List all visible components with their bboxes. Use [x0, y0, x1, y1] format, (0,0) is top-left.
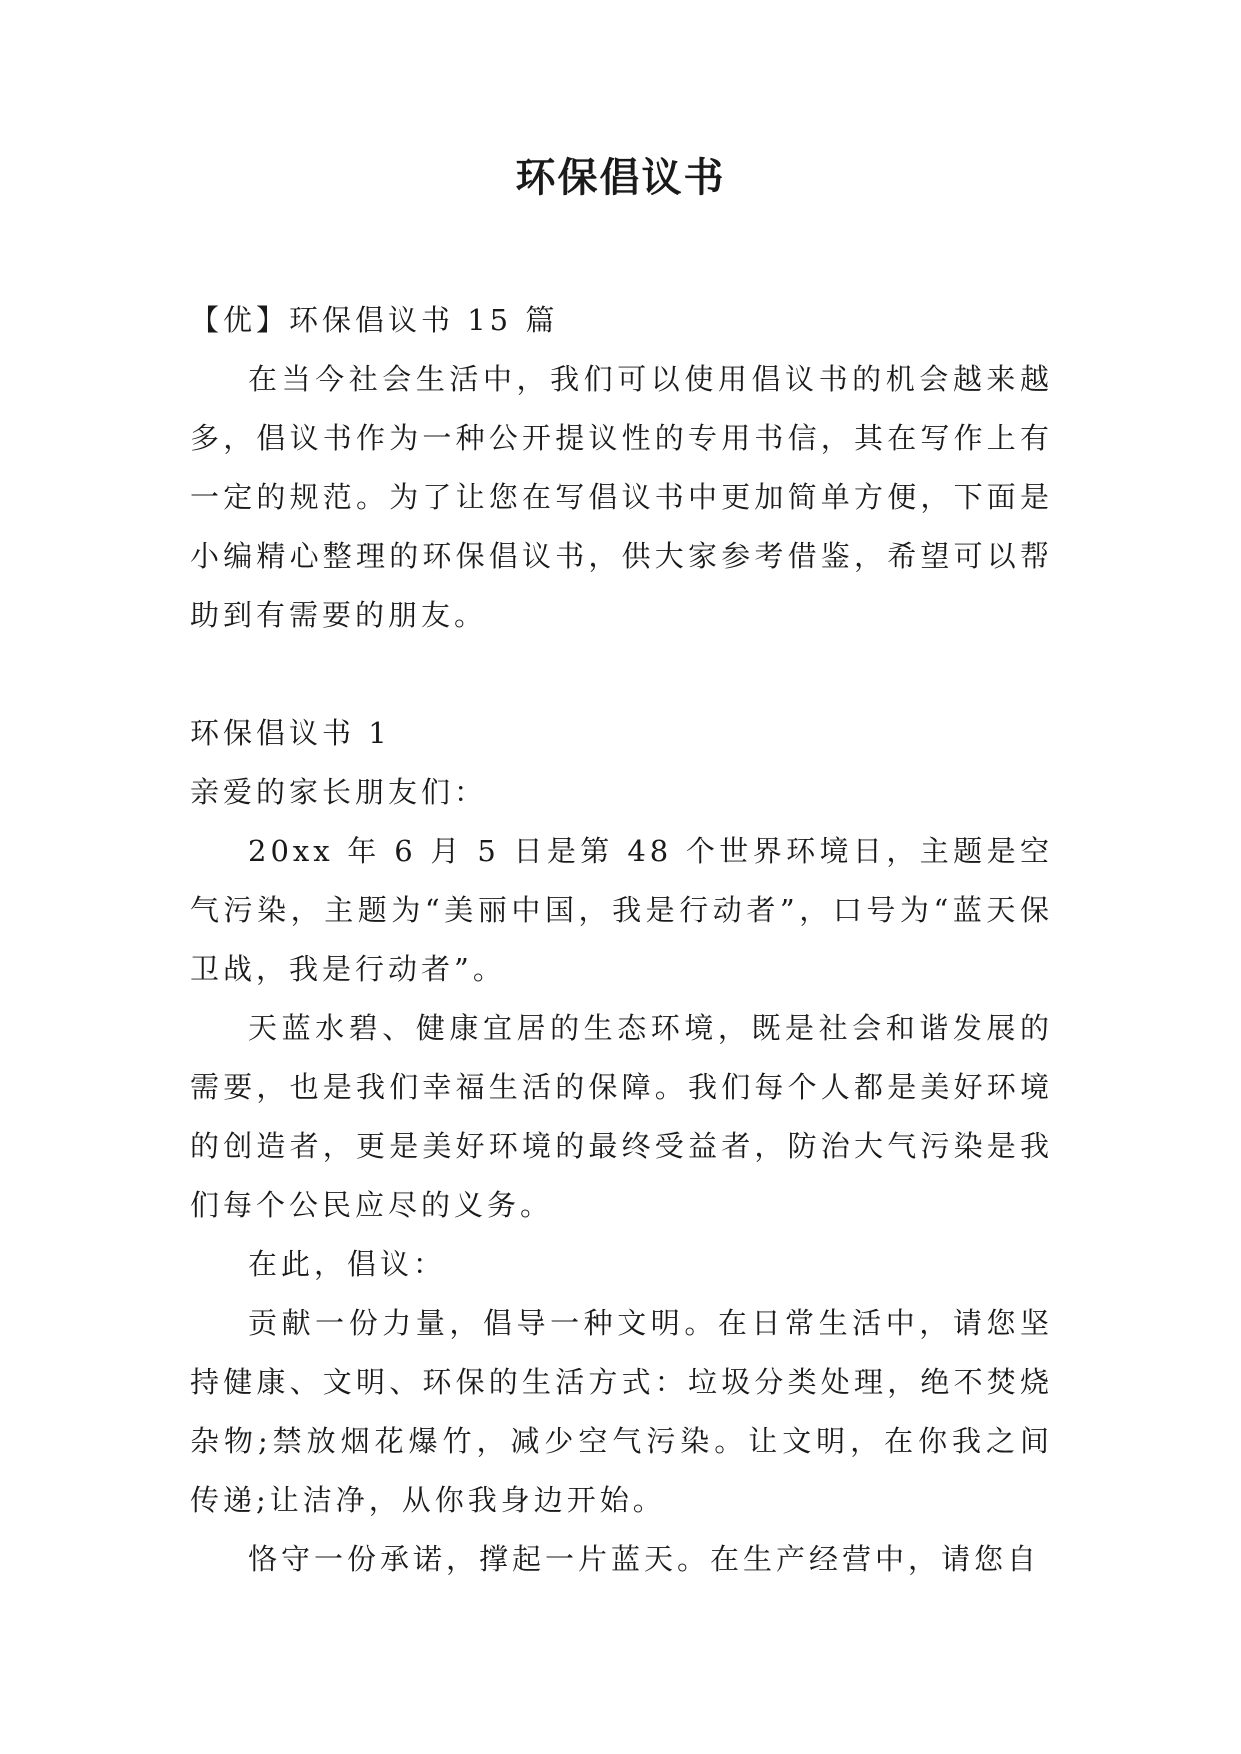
salutation: 亲爱的家长朋友们：	[190, 775, 488, 809]
section-spacer	[190, 645, 1053, 704]
body-paragraph: 在此，倡议：	[248, 1247, 447, 1281]
document-body	[190, 291, 1053, 1589]
section-heading: 环保倡议书 1	[190, 716, 391, 750]
body-paragraph: 恪守一份承诺，撑起一片蓝天。在生产经营中，请您自	[248, 1542, 1041, 1576]
intro-paragraph: 在当今社会生活中，我们可以使用倡议书的机会越来越多，倡议书作为一种公开提议性的专用书信，其在写作上有一定的规范。为了让您在写倡议书中更加简单方便，下面是小编精心整理的环保倡议书，供大家参考借鉴，希望可以帮助到有需要的朋友。	[190, 362, 1053, 632]
document-title: 环保倡议书	[515, 155, 726, 201]
document-subtitle: 【优】环保倡议书 15 篇	[190, 303, 559, 337]
body-paragraph: 贡献一份力量，倡导一种文明。在日常生活中，请您坚持健康、文明、环保的生活方式：垃圾分类处理，绝不焚烧杂物;禁放烟花爆竹，减少空气污染。让文明，在你我之间传递;让洁净，从你我身边开始。	[190, 1306, 1053, 1517]
body-paragraph: 天蓝水碧、健康宜居的生态环境，既是社会和谐发展的需要，也是我们幸福生活的保障。我们每个人都是美好环境的创造者，更是美好环境的最终受益者，防治大气污染是我们每个公民应尽的义务。	[190, 1011, 1053, 1222]
body-paragraph: 20xx 年 6 月 5 日是第 48 个世界环境日，主题是空气污染，主题为“美丽中国，我是行动者”，口号为“蓝天保卫战，我是行动者”。	[190, 834, 1053, 986]
